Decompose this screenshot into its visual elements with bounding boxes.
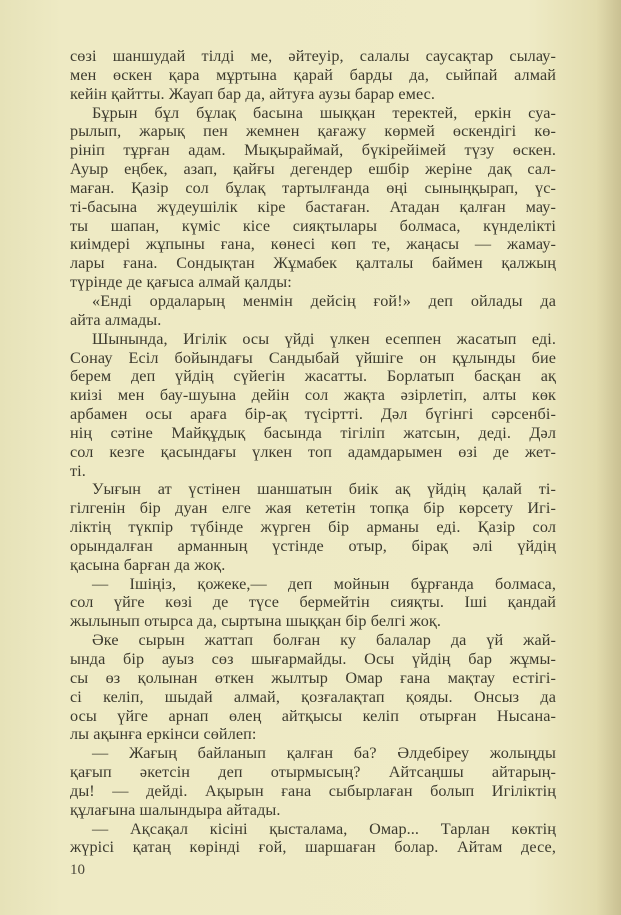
text-line: ты шапан, күміс кісе сияқтылары болмаса, күнделікті bbox=[70, 216, 556, 235]
book-page-text bbox=[70, 47, 556, 857]
text-line: Сонау Есіл бойындағы Сандыбай үйшіге он құлынды бие bbox=[70, 348, 556, 367]
text-line: құлағына шалындыра айтады. bbox=[70, 800, 281, 819]
paragraph bbox=[70, 330, 556, 481]
text-line: ліктің түкпір түбінде жүрген бір арманы еді. Қазір сол bbox=[70, 518, 556, 537]
text-line: сол үйге көзі де түсе бермейтін сияқты. Іші қандай bbox=[70, 593, 556, 612]
page-number: 10 bbox=[70, 862, 85, 878]
text-line: — Ішіңіз, қожеке,— деп мойнын бұрғанда болмаса, bbox=[92, 574, 556, 593]
paragraph bbox=[70, 744, 556, 819]
paragraph bbox=[70, 292, 556, 330]
text-line: қасына барған да жоқ. bbox=[70, 555, 226, 574]
text-line: — Жағың байланып қалған ба? Әлдебіреу жолыңды bbox=[92, 744, 556, 763]
paragraph bbox=[70, 480, 556, 574]
text-line: — Ақсақал кісіні қысталама, Омар... Тарлан көктің bbox=[92, 819, 556, 838]
text-line: Әке сырын жаттап болған ку балалар да үй жай- bbox=[92, 631, 556, 650]
text-line: гілгенін бір дуан елге жая кететін топқа бір көрсету Игі- bbox=[70, 499, 556, 518]
text-line: Бұрын бұл бұлақ басына шыққан теректей, еркін суа- bbox=[92, 103, 556, 122]
text-line: ында бір ауыз сөз шығармайды. Осы үйдің бар жұмы- bbox=[70, 650, 556, 668]
text-line: жылынып отырса да, сыртына шыққан бір белгі жоқ. bbox=[70, 612, 441, 631]
text-line: түрінде де қағыса алмай қалды: bbox=[70, 273, 292, 292]
paragraph bbox=[70, 47, 556, 104]
text-line: ті-басына жүдеушілік кіре бастаған. Атадан қалған мау- bbox=[70, 197, 556, 216]
text-line: орындалған арманның үстінде отыр, бірақ әлі үйдің bbox=[70, 536, 556, 555]
text-line: арбамен осы араға бір-ақ түсіртті. Дәл бүгінгі сәрсенбі- bbox=[70, 405, 556, 424]
paragraph bbox=[70, 575, 556, 632]
text-line: сөзі шаншудай тілді ме, әйтеуір, салалы саусақтар сылау- bbox=[70, 47, 556, 65]
paragraph bbox=[70, 820, 556, 858]
text-line: қағып әкетсін деп отырмысың? Айтсаңшы айтарың- bbox=[70, 763, 556, 782]
text-line: ті. bbox=[70, 461, 86, 480]
text-line: сол кезге қасындағы үлкен топ адамдарымен өзі де жет- bbox=[70, 442, 556, 461]
text-line: осы үйге арнап өлең айтқысы келіп отырған Нысана- bbox=[70, 706, 556, 725]
text-line: кейін қайтты. Жауап бар да, айтуға аузы барар емес. bbox=[70, 84, 436, 103]
paragraph bbox=[70, 631, 556, 744]
text-line: лы ақынға еркінси сөйлеп: bbox=[70, 725, 257, 744]
paragraph bbox=[70, 104, 556, 292]
text-line: нің сәтіне Майқұдық басында тігіліп жатсын, деді. Дәл bbox=[70, 423, 556, 442]
text-line: рініп тұрған адам. Мықыраймай, бүкірейімей түзу өскен. bbox=[70, 141, 556, 160]
text-line: маған. Қазір сол бұлақ тартылғанда өңі сыныңқырап, үс- bbox=[70, 178, 556, 197]
text-line: айта алмады. bbox=[70, 310, 162, 329]
text-line: сі келіп, шыдай алмай, қозғалақтап қояды. Онсыз да bbox=[70, 687, 556, 706]
text-line: жүрісі қатаң көрінді ғой, шаршаған болар. Айтам десе, bbox=[70, 838, 556, 857]
text-line: Шынында, Игілік осы үйді үлкен есеппен жасатып еді. bbox=[92, 329, 556, 348]
text-line: киімдері жұпыны ғана, көнесі көп те, жаңасы — жамау- bbox=[70, 235, 556, 254]
text-line: Уығын ат үстінен шаншатын биік ақ үйдің қалай ті- bbox=[92, 480, 556, 499]
text-line: мен өскен қара мұртына қарай барды да, сыйпай алмай bbox=[70, 65, 556, 84]
text-line: киізі мен бау-шуына дейін сол жақта әзірлетіп, алты көк bbox=[70, 386, 556, 405]
text-line: Ауыр еңбек, азап, қайғы дегендер ешбір жеріне дақ сал- bbox=[70, 160, 556, 179]
text-line: ды! — дейді. Ақырын ғана сыбырлаған болып Игіліктің bbox=[70, 781, 556, 800]
text-line: берем деп үйдің сүйегін жасатты. Борлатып басқан ақ bbox=[70, 367, 556, 386]
text-line: сы өз қолынан өткен жылтыр Омар ғана мақтау естігі- bbox=[70, 668, 556, 687]
text-line: «Енді ордаларың менмін дейсің ғой!» деп ойлады да bbox=[92, 291, 556, 310]
text-line: рылып, жарық пен жемнен қағажу көрмей өскендігі кө- bbox=[70, 122, 556, 141]
text-line: лары ғана. Сондықтан Жұмабек қалталы баймен қалжың bbox=[70, 254, 556, 273]
